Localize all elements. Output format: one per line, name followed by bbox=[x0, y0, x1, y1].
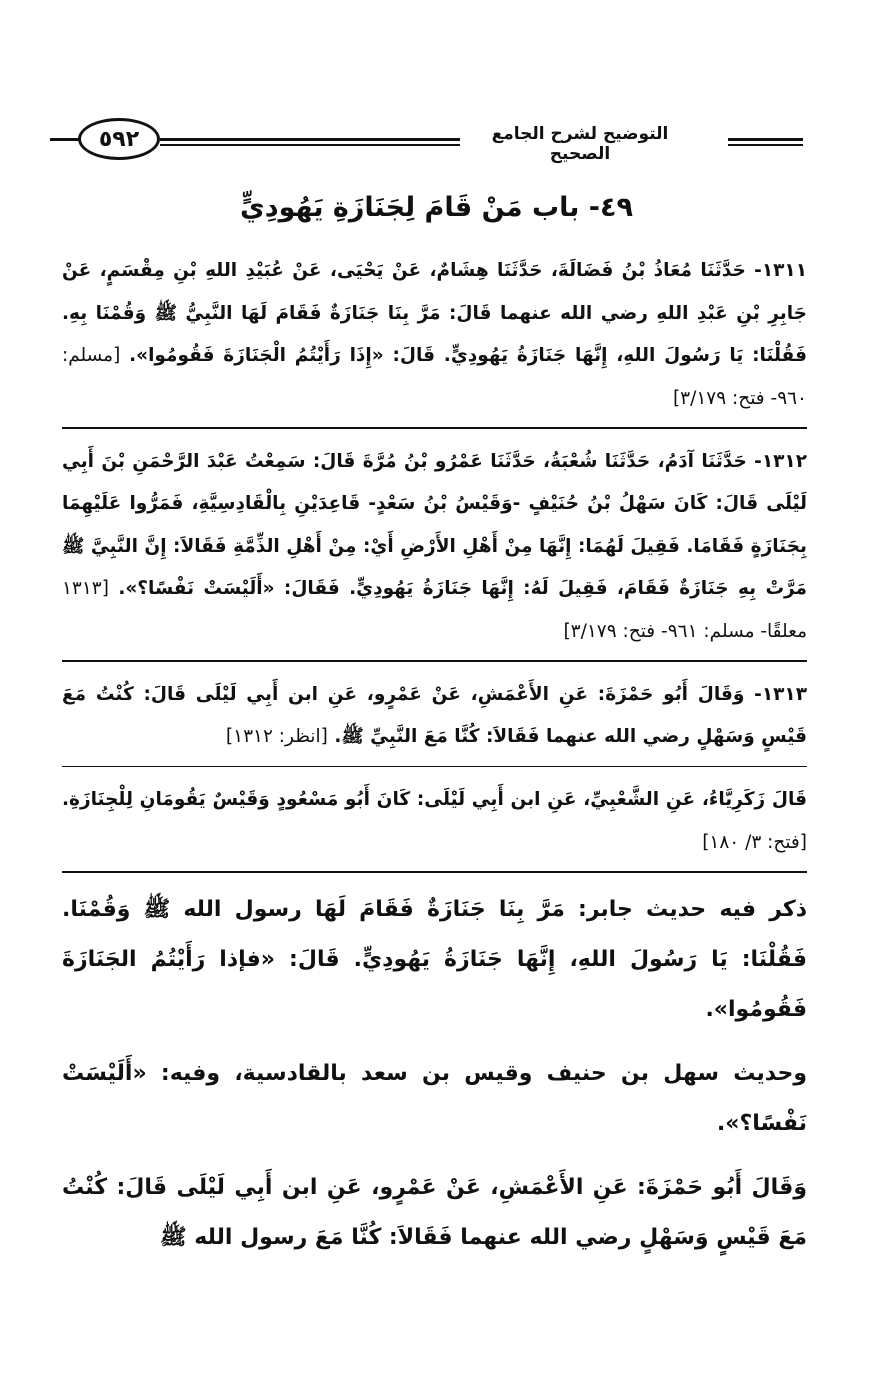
running-title: التوضيح لشرح الجامع الصحيح bbox=[460, 124, 700, 164]
header-rule-right-thin bbox=[728, 144, 803, 146]
hadith-text: ١٣١٢- حَدَّثَنَا آدَمُ، حَدَّثَنَا شُعْبَةُ، حَدَّثَنَا عَمْرُو بْنُ مُرَّةَ قَالَ: سَمِعْتُ عَبْدَ الرَّحْمَنِ بْنَ أَبِي لَيْلَى قَالَ: كَانَ سَهْلُ بْنُ حُنَيْفٍ -وَقَيْسُ بْنُ سَعْدٍ- قَاعِدَيْنِ بِالْقَادِسِيَّةِ، فَمَرُّوا عَلَيْهِمَا بِجَنَازَةٍ فَقَامَا. فَقِيلَ لَهُمَا: إِنَّهَا مِنْ أَهْلِ الأَرْضِ أَيْ: مِنْ أَهْلِ الذِّمَّةِ فَقَالاَ: إِنَّ النَّبِيَّ ﷺ مَرَّتْ بِهِ جَنَازَةٌ فَقَامَ، فَقِيلَ لَهُ: إِنَّهَا جَنَازَةُ يَهُودِيٍّ. فَقَالَ: «أَلَيْسَتْ نَفْسًا؟». bbox=[62, 450, 807, 599]
commentary-paragraph bbox=[62, 1163, 807, 1263]
body-text bbox=[62, 250, 807, 1277]
hadith-zakariya bbox=[62, 779, 807, 864]
hadith-reference: [فتح: ٣/ ١٨٠] bbox=[702, 831, 807, 853]
commentary-paragraph: وحديث سهل بن حنيف وقيس بن سعد بالقادسية، وفيه: «أَلَيْسَتْ نَفْسًا؟». bbox=[62, 1060, 807, 1136]
hadith-text: ١٣١١- حَدَّثَنَا مُعَاذُ بْنُ فَضَالَةَ، حَدَّثَنَا هِشَامٌ، عَنْ يَحْيَى، عَنْ عُبَيْدِ اللهِ بْنِ مِقْسَمٍ، عَنْ جَابِرِ بْنِ عَبْدِ اللهِ رضي الله عنهما قَالَ: مَرَّ بِنَا جَنَازَةٌ فَقَامَ لَهَا النَّبِيُّ ﷺ وَقُمْنَا بِهِ. فَقُلْنَا: يَا رَسُولَ اللهِ، إِنَّهَا جَنَازَةُ يَهُودِيٍّ. قَالَ: «إِذَا رَأَيْتُمُ الْجَنَازَةَ فَقُومُوا». bbox=[62, 260, 807, 366]
salawat-glyph: ﷺ bbox=[160, 1224, 187, 1250]
hadith-1311 bbox=[62, 250, 807, 420]
running-header bbox=[70, 116, 803, 164]
chapter-heading: ٤٩- باب مَنْ قَامَ لِجَنَازَةِ يَهُودِيٍّ bbox=[240, 192, 633, 223]
header-rule-right bbox=[728, 138, 803, 141]
hadith-reference: [مسلم: ٩٦٠- فتح: ٣/١٧٩] bbox=[62, 345, 807, 409]
hadith-separator bbox=[62, 427, 807, 429]
hadith-reference: [انظر: ١٣١٢] bbox=[225, 726, 328, 747]
commentary-paragraph: ذكر فيه حديث جابر: مَرَّ بِنَا جَنَازَةٌ فَقَامَ لَهَا رسول الله ﷺ وَقُمْنَا. فَقُلْنَا: يَا رَسُولَ اللهِ، إِنَّهَا جَنَازَةُ يَهُودِيٍّ. قَالَ: «فإذا رَأَيْتُمُ الجَنَازَةَ فَقُومُوا». bbox=[62, 896, 807, 1022]
hadith-separator bbox=[62, 871, 807, 873]
hadith-1313 bbox=[62, 674, 807, 759]
header-rule-middle-thin bbox=[160, 144, 460, 146]
commentary-text: وَقَالَ أَبُو حَمْزَةَ: عَنِ الأَعْمَشِ، عَنْ عَمْرٍو، عَنِ ابن أَبِي لَيْلَى قَالَ: كُنْتُ مَعَ قَيْسٍ وَسَهْلٍ رضي الله عنهما فَقَالاَ: كُنَّا مَعَ رسول الله bbox=[62, 1174, 807, 1250]
hadith-text: ١٣١٣- وَقَالَ أَبُو حَمْزَةَ: عَنِ الأَعْمَشِ، عَنْ عَمْرٍو، عَنِ ابن أَبِي لَيْلَى قَالَ: كُنْتُ مَعَ قَيْسٍ وَسَهْلٍ رضي الله عنهما فَقَالاَ: كُنَّا مَعَ النَّبِيِّ ﷺ. bbox=[62, 683, 807, 747]
hadith-separator bbox=[62, 660, 807, 662]
page-number: ٥٩٢ bbox=[78, 118, 160, 160]
hadith-reference: [١٣١٣ معلقًا- مسلم: ٩٦١- فتح: ٣/١٧٩] bbox=[62, 578, 807, 642]
hadith-text: قَالَ زَكَرِيَّاءُ، عَنِ الشَّعْبِيِّ، عَنِ ابن أَبِي لَيْلَى: كَانَ أَبُو مَسْعُودٍ وَقَيْسٌ يَقُومَانِ لِلْجِنَازَةِ. bbox=[62, 789, 807, 810]
hadith-1312 bbox=[62, 441, 807, 654]
header-rule-middle bbox=[160, 138, 460, 141]
hadith-separator bbox=[62, 766, 807, 768]
header-rule-left bbox=[50, 138, 80, 141]
